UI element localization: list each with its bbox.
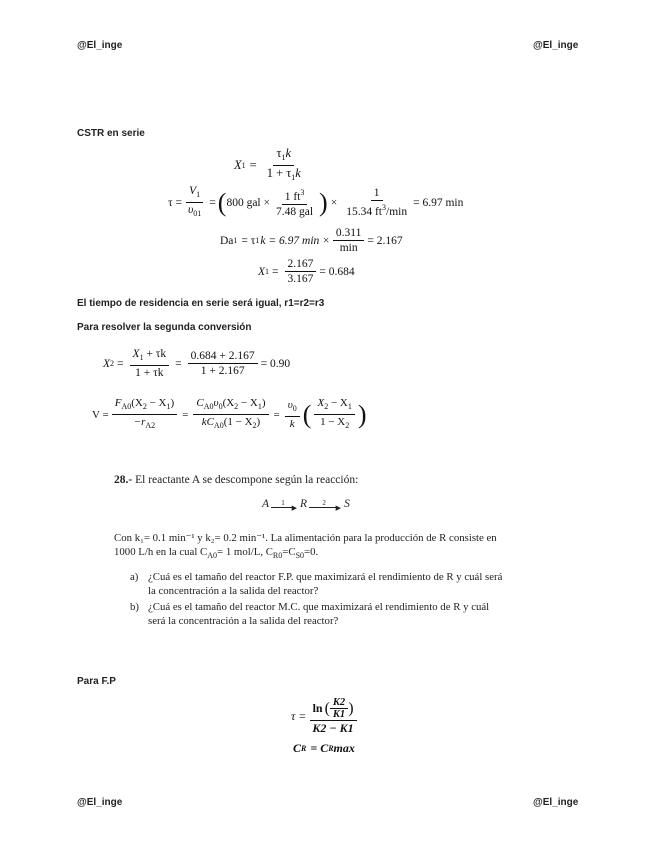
cond2-b-sub: R0: [272, 551, 283, 560]
eq6-n4: X: [317, 397, 325, 409]
question-a-line1: ¿Cuá es el tamaño del reactor F.P. que maximizará el rendimiento de R y cuál será: [148, 571, 503, 583]
eq6-n2: C: [196, 397, 204, 409]
problem-conditions-line2: [114, 546, 318, 560]
eq2-fraction-v: [185, 184, 204, 221]
eq4-lhs-sub: 1: [265, 267, 270, 276]
eq3-mid-sub: 1: [255, 236, 260, 245]
section-title-fp: Para F.P: [77, 676, 116, 687]
eq2-ft3-sup: 3: [300, 188, 305, 197]
eq2-tau: τ =: [168, 196, 182, 209]
eq6-n1: F: [114, 397, 122, 409]
eq6-d1-sub: A2: [145, 421, 156, 430]
eq6-equals2: =: [273, 408, 280, 421]
eq2-flow-sup: 3: [382, 203, 386, 212]
question-a-label: a): [130, 571, 139, 583]
eq6-rparen: ): [357, 399, 367, 429]
problem-statement: [114, 474, 358, 486]
eq6-d2-sub2: 2: [252, 421, 257, 430]
eq6-lhs: V =: [92, 408, 109, 421]
eq1-lhs: X: [234, 158, 242, 172]
equation-tau-fp: [291, 697, 360, 735]
arrow-icon: ▶: [309, 507, 339, 508]
question-b-line1: ¿Cuá es el tamaño del reactor M.C. que maximizará el rendimiento de R y cuál: [148, 601, 490, 613]
eq6-n1-end: ): [170, 397, 175, 409]
eq6-lparen: (: [302, 399, 312, 429]
eq3-den: min: [339, 242, 358, 254]
eq5-den2: 1 + 2.167: [200, 365, 245, 377]
question-b-label: b): [130, 601, 139, 613]
header-left: @El_inge: [77, 40, 123, 51]
eq6-n3: υ: [287, 399, 293, 411]
reaction-k2: 2: [322, 499, 326, 507]
eq2-result: = 6.97 min: [413, 196, 464, 209]
eq6-n2-rest: (X: [222, 397, 235, 409]
eq3-da-sub: 1: [233, 236, 238, 245]
eq8-rhs-sub: R: [328, 744, 334, 753]
eq7-lparen: (: [324, 700, 330, 717]
problem-conditions-line1: Con k₁= 0.1 min⁻¹ y k₂= 0.2 min⁻¹. La alimentación para la producción de R consiste en: [114, 532, 497, 544]
eq1-num-k: k: [285, 146, 292, 160]
eq5-lhs: X: [103, 357, 111, 370]
eq6-d4: 1 − X: [320, 416, 346, 428]
eq2-flow-unit: /min: [386, 206, 408, 218]
eq6-fraction1: [112, 396, 177, 433]
eq6-d4-sub: 2: [345, 421, 350, 430]
eq1-den-sub: 1: [291, 173, 296, 182]
eq7-k2: K2: [330, 697, 348, 709]
eq2-v-sub: 1: [196, 190, 201, 199]
eq3-mid-k: k = 6.97 min ×: [260, 234, 330, 247]
cond2-c: =C: [282, 546, 296, 558]
eq5-den1: 1 + τk: [135, 367, 164, 379]
eq7-k1: K1: [332, 709, 346, 720]
eq3-mid: = τ: [241, 234, 256, 247]
cond2-c-sub: S0: [295, 551, 305, 560]
eq2-fraction-conv: [273, 186, 316, 219]
eq6-equals: =: [182, 408, 189, 421]
eq7-ratio: [330, 697, 348, 720]
equation-volume: [92, 396, 367, 433]
eq5-lhs-sub: 2: [110, 359, 115, 368]
reaction-arrow-1: [271, 499, 298, 512]
eq3-num: 0.311: [333, 226, 364, 241]
question-b-line2: será la concentración a la salida del reactor?: [148, 615, 339, 627]
eq2-rparen: ): [319, 187, 328, 217]
eq6-fraction2: [193, 396, 268, 433]
footer-right: @El_inge: [533, 797, 579, 808]
eq8-lhs: C: [293, 741, 302, 755]
eq2-flow: 15.34 ft: [346, 206, 382, 218]
eq5-num1-sub: 1: [139, 353, 144, 362]
eq4-lhs: X: [258, 265, 266, 278]
eq1-num: τ: [276, 146, 282, 160]
eq1-fraction: [264, 146, 304, 185]
cond2-d: =0.: [304, 546, 319, 558]
eq6-n2-sub2: 2: [234, 402, 239, 411]
question-a-line2: la concentración a la salida del reactor?: [148, 585, 319, 597]
cond2-b: = 1 mol/L, C: [217, 546, 273, 558]
eq6-d1: −r: [133, 416, 146, 428]
eq2-ft3: 1 ft: [284, 191, 301, 203]
eq4-num: 2.167: [285, 257, 317, 272]
eq6-d2-end: ): [256, 416, 261, 428]
reaction-r: R: [300, 498, 308, 510]
cond2-a: 1000 L/h en la cual C: [114, 546, 208, 558]
eq7-tau: τ =: [291, 708, 307, 723]
eq2-equals: =: [209, 196, 216, 209]
section-title-cstr: CSTR en serie: [77, 128, 145, 139]
eq4-result: = 0.684: [319, 265, 355, 278]
equation-tau: [168, 184, 463, 221]
cond2-a-sub: A0: [207, 551, 218, 560]
eq6-n1-sub3: 1: [166, 402, 171, 411]
text-residence-time: El tiempo de residencia en serie será igual, r1=r2=r3: [77, 298, 325, 309]
eq6-n3-sub: 0: [292, 404, 297, 413]
eq2-times: ×: [330, 196, 338, 209]
eq6-fraction4: [314, 396, 354, 433]
eq6-n4-rest: − X: [330, 397, 348, 409]
eq6-n1-rest: (X: [131, 397, 143, 409]
eq6-n4-sub: 2: [324, 402, 329, 411]
eq5-equals2: =: [175, 357, 182, 370]
problem-text: El reactante A se descompone según la reacción:: [135, 474, 359, 486]
eq6-d3: k: [289, 418, 295, 430]
eq6-d2: kC: [201, 416, 214, 428]
eq2-one: 1: [371, 186, 383, 201]
equation-x1-value: [258, 257, 355, 286]
eq6-n2-sub: A0: [203, 402, 214, 411]
eq5-equals: =: [117, 357, 124, 370]
eq4-fraction: [285, 257, 317, 286]
eq6-d2-sub: A0: [213, 421, 224, 430]
eq6-n2-sub3: 1: [257, 402, 262, 411]
eq6-d2-rest: (1 − X: [223, 416, 253, 428]
eq6-n2-rest2: − X: [240, 397, 258, 409]
eq6-fraction3: [285, 398, 300, 431]
eq5-num1: X: [132, 348, 140, 360]
equation-x1-definition: [234, 146, 307, 185]
text-second-conversion: Para resolver la segunda conversión: [77, 322, 252, 333]
eq5-result: = 0.90: [260, 357, 291, 370]
eq2-v0: υ: [187, 204, 194, 216]
eq5-num1-rest: + τk: [146, 348, 167, 360]
reaction-k1: 1: [281, 499, 285, 507]
eq2-gal-conv: 7.48 gal: [275, 206, 314, 218]
eq6-n1-sub: A0: [121, 402, 132, 411]
arrow-icon: ▶: [271, 507, 295, 508]
eq5-fraction1: [130, 347, 170, 380]
eq2-v0-sub: 01: [193, 209, 202, 218]
eq1-den: 1 + τ: [266, 166, 292, 180]
eq2-v: V: [189, 185, 197, 197]
eq7-fraction: [309, 697, 356, 735]
eq8-rhs: max: [333, 741, 355, 755]
eq3-fraction: [333, 226, 364, 255]
eq1-den-k: k: [295, 166, 301, 180]
eq5-num2: 0.684 + 2.167: [188, 349, 258, 364]
eq1-num-sub: 1: [281, 153, 286, 162]
header-right: @El_inge: [533, 40, 579, 51]
eq3-result: = 2.167: [367, 234, 403, 247]
eq2-lparen: (: [217, 187, 227, 217]
reaction-s: S: [344, 498, 350, 510]
eq6-n4-sub2: 1: [347, 402, 352, 411]
eq8-lhs-sub: R: [301, 744, 307, 753]
eq4-den: 3.167: [287, 273, 314, 285]
eq1-lhs-sub: 1: [241, 161, 246, 170]
eq7-den: K2 − K1: [312, 721, 354, 735]
eq4-equals: =: [272, 265, 279, 278]
eq7-rparen: ): [348, 700, 354, 717]
eq7-ln: ln: [312, 701, 323, 715]
problem-number: 28.-: [114, 474, 133, 486]
eq2-gal: 800 gal ×: [226, 196, 270, 209]
eq6-n2-v: υ: [213, 397, 219, 409]
eq3-da: Da: [220, 234, 234, 247]
reaction-a: A: [262, 498, 270, 510]
eq5-fraction2: [188, 349, 258, 378]
eq6-n2-end: ): [261, 397, 266, 409]
footer-left: @El_inge: [77, 797, 123, 808]
equation-x2: [103, 347, 290, 380]
eq6-n1-rest2: − X: [149, 397, 167, 409]
reaction-scheme: [262, 498, 350, 510]
equation-cr-max: [293, 741, 355, 756]
eq6-n2-vsub: 0: [218, 402, 223, 411]
eq6-n1-sub2: 2: [142, 402, 147, 411]
eq8-eq: = C: [310, 741, 329, 755]
eq1-equals: =: [249, 158, 257, 172]
eq2-fraction-flow: [343, 186, 410, 219]
reaction-arrow-2: [309, 499, 342, 512]
equation-damkohler: [220, 226, 403, 255]
